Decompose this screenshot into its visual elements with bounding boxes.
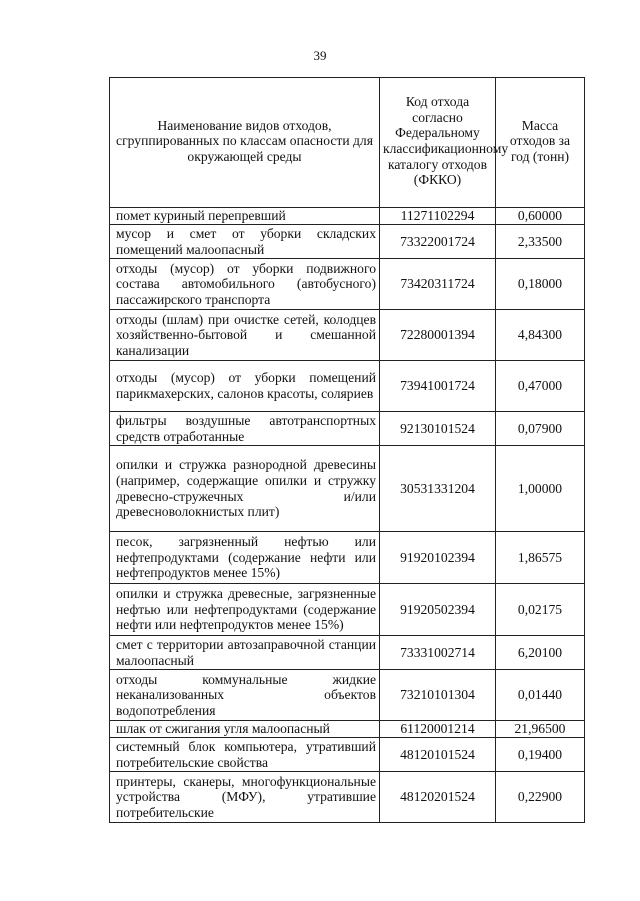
- waste-mass-cell: 0,19400: [496, 738, 585, 772]
- waste-name-cell: мусор и смет от уборки складских помещений малоопасный: [110, 225, 380, 259]
- header-waste-name: Наименование видов отходов, сгруппированных по классам опасности для окружающей среды: [110, 78, 380, 208]
- waste-mass-cell: 0,22900: [496, 772, 585, 823]
- waste-mass-cell: 0,47000: [496, 361, 585, 412]
- waste-mass-cell: 0,01440: [496, 670, 585, 721]
- table-row: [110, 225, 585, 259]
- fkko-code-cell: 48120201524: [380, 772, 496, 823]
- waste-name-cell: опилки и стружка древесные, загрязненные нефтью или нефтепродуктами (содержание нефти или нефтепродуктов менее 15%): [110, 584, 380, 636]
- table-row: [110, 721, 585, 738]
- waste-mass-cell: 4,84300: [496, 310, 585, 361]
- fkko-code-cell: 48120101524: [380, 738, 496, 772]
- table-row: [110, 208, 585, 225]
- fkko-code-cell: 73941001724: [380, 361, 496, 412]
- waste-name-cell: системный блок компьютера, утративший потребительские свойства: [110, 738, 380, 772]
- waste-name-cell: смет с территории автозаправочной станции малоопасный: [110, 636, 380, 670]
- table-row: [110, 738, 585, 772]
- waste-name-cell: принтеры, сканеры, многофункциональные устройства (МФУ), утратившие потребительские: [110, 772, 380, 823]
- waste-mass-cell: 1,86575: [496, 532, 585, 584]
- table-row: [110, 636, 585, 670]
- waste-mass-cell: 0,18000: [496, 259, 585, 310]
- fkko-code-cell: 92130101524: [380, 412, 496, 446]
- waste-name-cell: отходы (мусор) от уборки подвижного состава автомобильного (автобусного) пассажирского транспорта: [110, 259, 380, 310]
- waste-table: [109, 77, 585, 823]
- waste-mass-cell: 1,00000: [496, 446, 585, 532]
- table-row: [110, 259, 585, 310]
- waste-name-cell: отходы (мусор) от уборки помещений парикмахерских, салонов красоты, соляриев: [110, 361, 380, 412]
- table-header-row: [110, 78, 585, 208]
- table-row: [110, 584, 585, 636]
- waste-mass-cell: 0,60000: [496, 208, 585, 225]
- fkko-code-cell: 73322001724: [380, 225, 496, 259]
- table-row: [110, 310, 585, 361]
- waste-name-cell: опилки и стружка разнородной древесины (например, содержащие опилки и стружку древесно-стружечных и/или древесноволокнистых плит): [110, 446, 380, 532]
- table-row: [110, 412, 585, 446]
- waste-mass-cell: 0,02175: [496, 584, 585, 636]
- fkko-code-cell: 91920502394: [380, 584, 496, 636]
- waste-name-cell: шлак от сжигания угля малоопасный: [110, 721, 380, 738]
- table-row: [110, 446, 585, 532]
- fkko-code-cell: 11271102294: [380, 208, 496, 225]
- fkko-code-cell: 73210101304: [380, 670, 496, 721]
- fkko-code-cell: 73420311724: [380, 259, 496, 310]
- waste-name-cell: фильтры воздушные автотранспортных средств отработанные: [110, 412, 380, 446]
- waste-name-cell: песок, загрязненный нефтью или нефтепродуктами (содержание нефти или нефтепродуктов менее 15%): [110, 532, 380, 584]
- waste-name-cell: отходы (шлам) при очистке сетей, колодцев хозяйственно-бытовой и смешанной канализации: [110, 310, 380, 361]
- waste-mass-cell: 2,33500: [496, 225, 585, 259]
- table-body: [110, 208, 585, 823]
- fkko-code-cell: 61120001214: [380, 721, 496, 738]
- waste-mass-cell: 21,96500: [496, 721, 585, 738]
- header-mass: Масса отходов за год (тонн): [496, 78, 585, 208]
- fkko-code-cell: 30531331204: [380, 446, 496, 532]
- fkko-code-cell: 91920102394: [380, 532, 496, 584]
- waste-mass-cell: 6,20100: [496, 636, 585, 670]
- fkko-code-cell: 72280001394: [380, 310, 496, 361]
- table-row: [110, 670, 585, 721]
- page-number: 39: [313, 48, 327, 63]
- waste-name-cell: помет куриный перепревший: [110, 208, 380, 225]
- waste-mass-cell: 0,07900: [496, 412, 585, 446]
- waste-name-cell: отходы коммунальные жидкие неканализованных объектов водопотребления: [110, 670, 380, 721]
- table-row: [110, 532, 585, 584]
- table-row: [110, 361, 585, 412]
- fkko-code-cell: 73331002714: [380, 636, 496, 670]
- table-row: [110, 772, 585, 823]
- header-fkko-code: Код отхода согласно Федеральному классификационному каталогу отходов (ФККО): [380, 78, 496, 208]
